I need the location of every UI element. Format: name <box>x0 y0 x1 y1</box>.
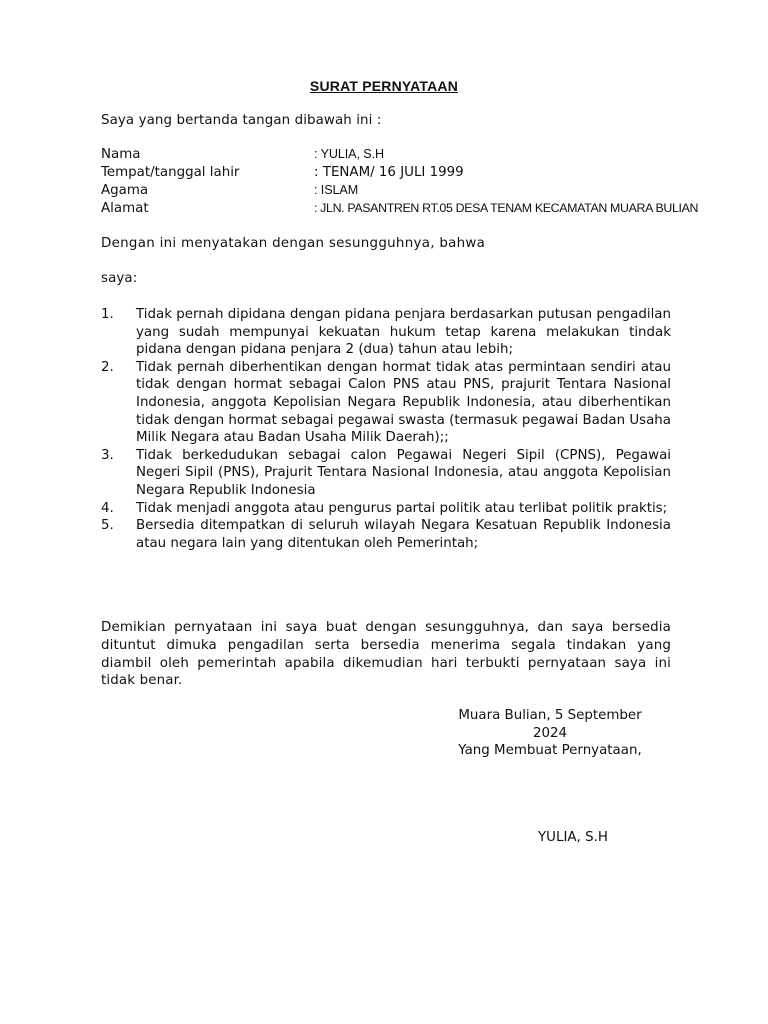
list-item-text: Tidak menjadi anggota atau pengurus partai politik atau terlibat politik praktis; <box>136 500 668 516</box>
field-value-nama-text: : YULIA, S.H <box>314 147 384 161</box>
signature-place-date: Muara Bulian, 5 September <box>458 708 642 723</box>
list-item <box>101 517 671 552</box>
list-item <box>101 306 671 359</box>
list-item-number: 5. <box>101 518 114 534</box>
list-item-number: 2. <box>101 359 114 375</box>
signature-year: 2024 <box>532 725 568 741</box>
field-value-nama <box>314 147 384 162</box>
signer-name: YULIA, S.H <box>538 830 608 845</box>
intro-text: Saya yang bertanda tangan dibawah ini : <box>101 113 382 128</box>
field-label-ttl: Tempat/tanggal lahir <box>101 165 240 180</box>
list-item <box>101 500 671 518</box>
field-label-alamat: Alamat <box>101 201 149 216</box>
list-item-text: Tidak pernah diberhentikan dengan hormat tidak atas permintaan sendiri atau tidak dengan hormat sebagai Calon PNS atau PNS, prajurit Tentara Nasional Indonesia, anggota Kepolisian Negara Republik Indonesia, atau diberhentikan tidak dengan hormat sebagai pegawai swasta (termasuk pegawai Badan Usaha Milik Negara atau Badan Usaha Milik Daerah);; <box>136 359 671 446</box>
statement-list <box>101 306 671 552</box>
field-value-ttl: : TENAM/ 16 JULI 1999 <box>314 165 464 180</box>
field-value-agama-text: : ISLAM <box>314 183 359 197</box>
signature-role: Yang Membuat Pernyataan, <box>458 743 642 759</box>
list-item-number: 1. <box>101 307 114 322</box>
list-item-text: Tidak pernah dipidana dengan pidana penjara berdasarkan putusan pengadilan yang sudah mempunyai kekuatan hukum tetap karena melakukan tindak pidana dengan pidana penjara 2 (dua) tahun atau lebih; <box>136 307 671 358</box>
list-item-number: 4. <box>101 500 114 516</box>
field-label-agama: Agama <box>101 183 149 198</box>
field-label-nama: Nama <box>101 147 141 162</box>
statement-line-2: saya: <box>101 271 138 286</box>
list-item <box>101 447 671 500</box>
signature-block <box>436 707 664 760</box>
statement-line-1: Dengan ini menyatakan dengan sesungguhnya, bahwa <box>101 236 486 251</box>
document-title: SURAT PERNYATAAN <box>309 78 459 94</box>
list-item-text: Bersedia ditempatkan di seluruh wilayah Negara Kesatuan Republik Indonesia atau negara lain yang ditentukan oleh Pemerintah; <box>136 518 671 551</box>
list-item-number: 3. <box>101 447 114 463</box>
field-value-alamat-text: : JLN. PASANTREN RT.05 DESA TENAM KECAMATAN MUARA BULIAN <box>314 201 699 215</box>
list-item <box>101 359 671 447</box>
closing-paragraph: Demikian pernyataan ini saya buat dengan sesungguhnya, dan saya bersedia dituntut dimuka pengadilan serta bersedia menerima segala tindakan yang diambil oleh pemerintah apabila dikemudian hari terbukti pernyataan saya ini tidak benar. <box>101 620 671 689</box>
field-value-agama <box>314 183 358 198</box>
field-value-alamat <box>314 201 698 216</box>
list-item-text: Tidak berkedudukan sebagai calon Pegawai Negeri Sipil (CPNS), Pegawai Negeri Sipil (PNS), Prajurit Tentara Nasional Indonesia, atau anggota Kepolisian Negara Republik Indonesia <box>136 447 671 498</box>
